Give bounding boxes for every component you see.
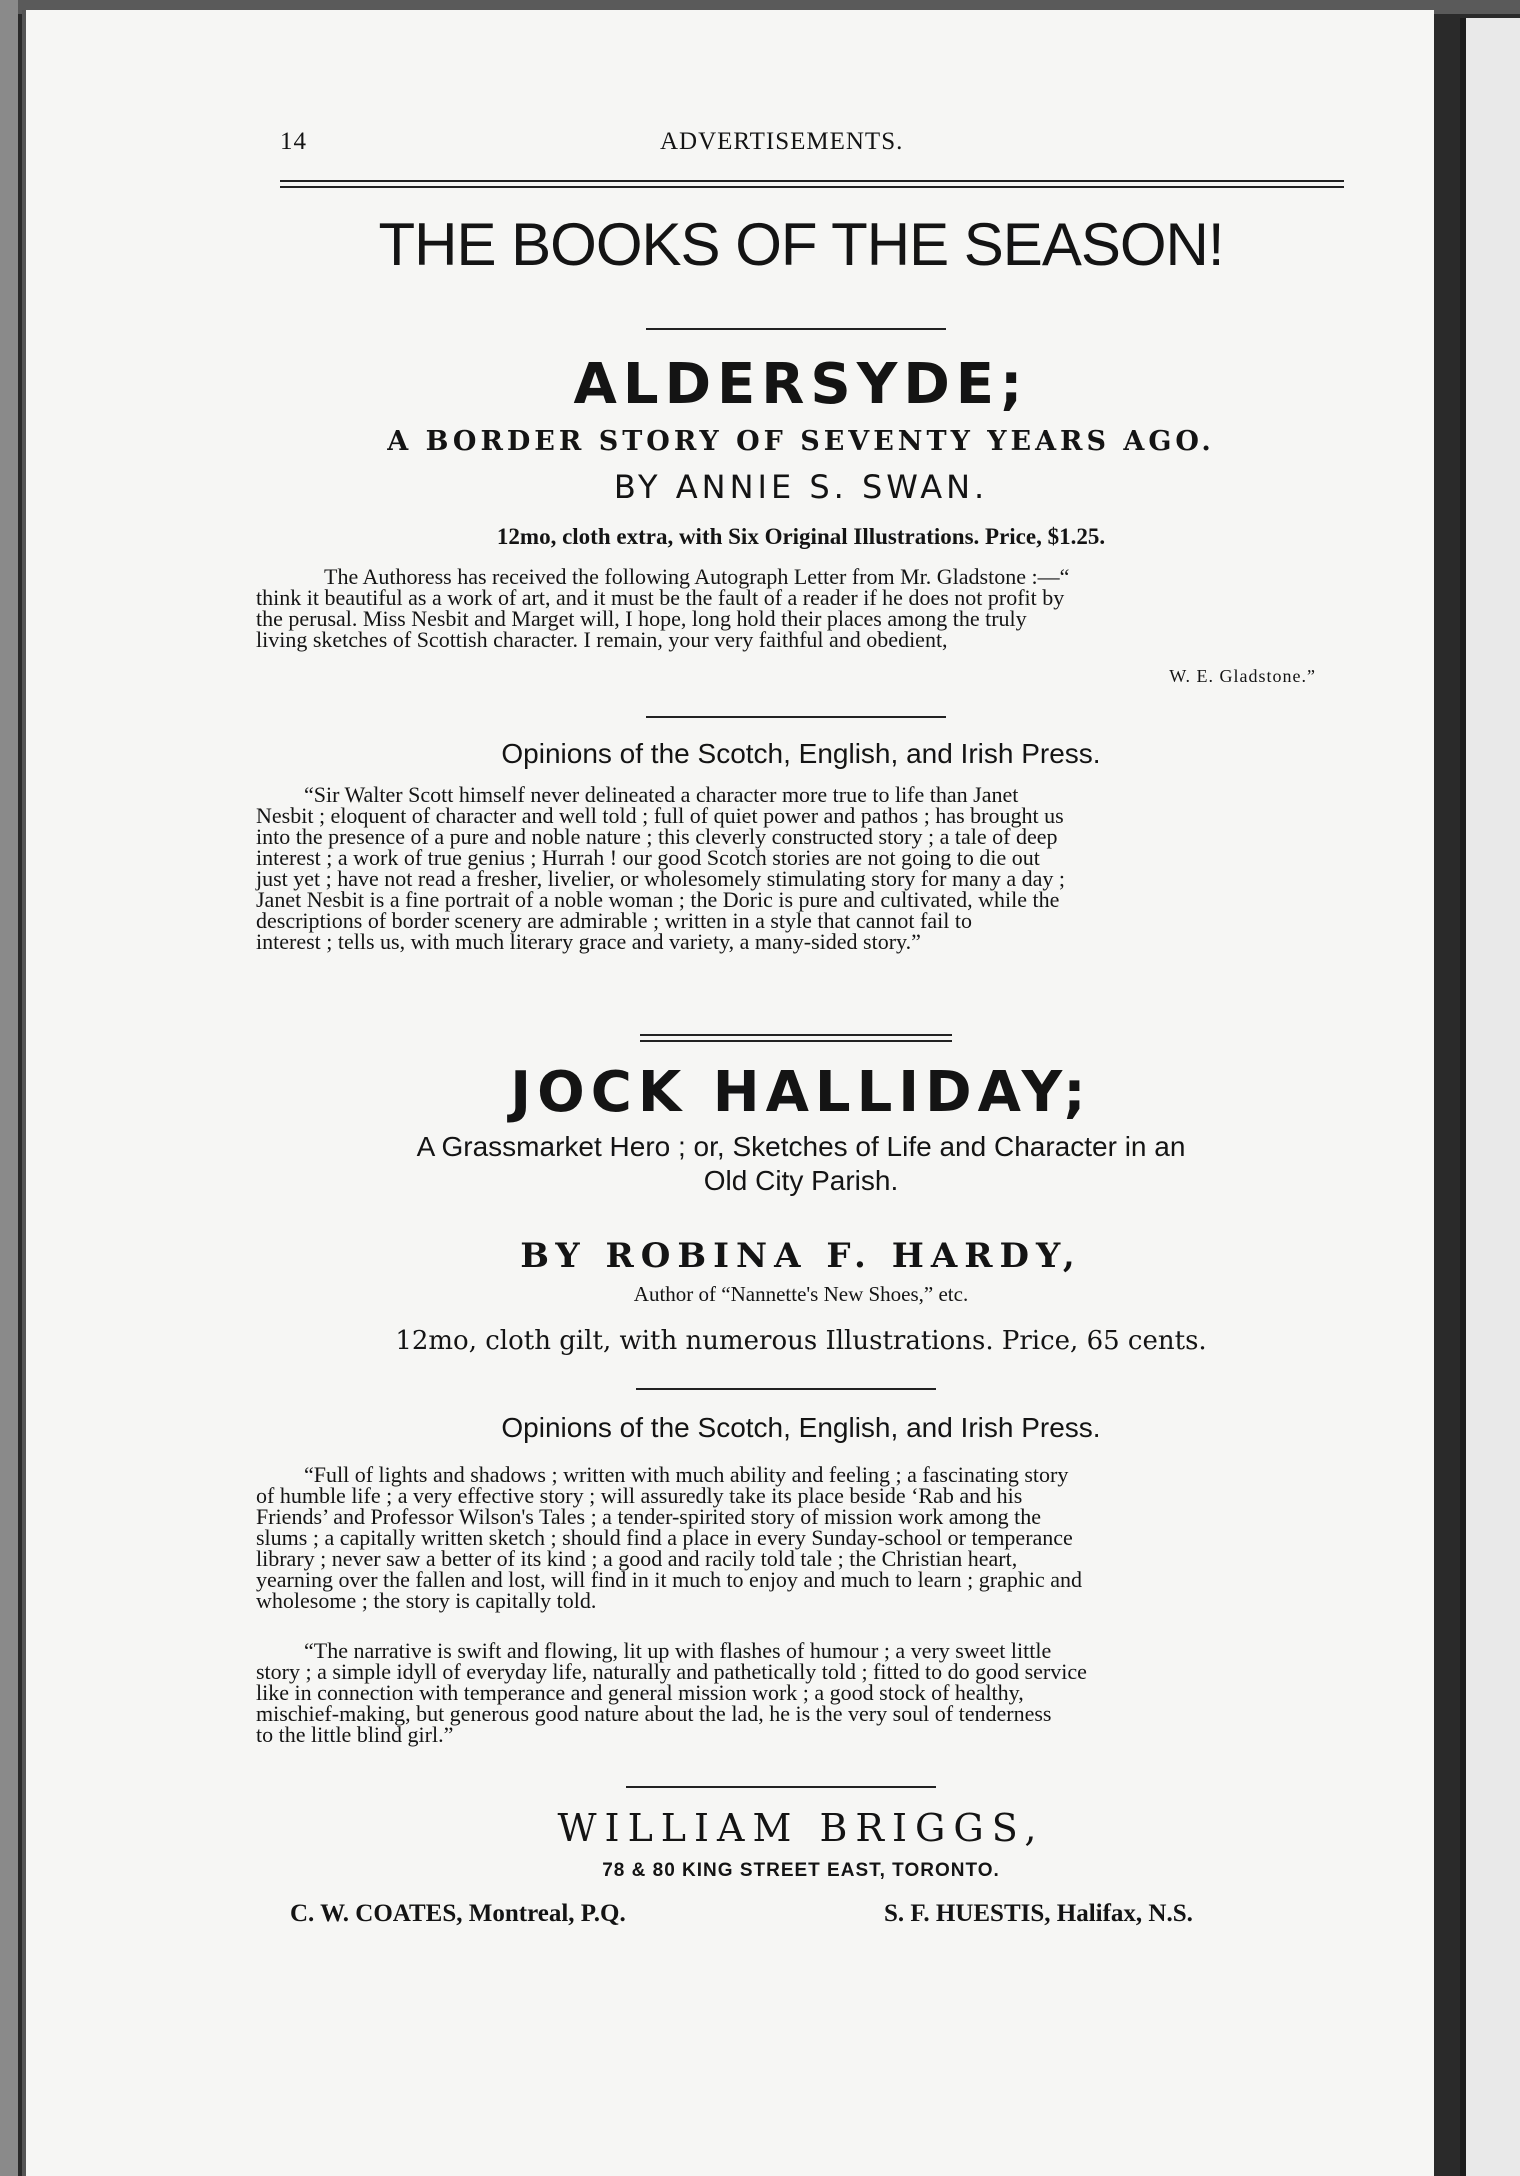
publisher-address: 78 & 80 KING STREET EAST, TORONTO.: [602, 1860, 1000, 1881]
letter-line: The Authoress has received the following Autograph Letter from Mr. Gladstone :—“: [324, 564, 1070, 589]
press-line: like in connection with temperance and general mission work ; a good stock of healthy,: [256, 1680, 1024, 1705]
book2-subtitle: [256, 1130, 1346, 1198]
press-line: descriptions of border scenery are admirable ; written in a style that cannot fail to: [256, 908, 972, 933]
letter-line: living sketches of Scottish character. I remain, your very faithful and obedient,: [256, 627, 948, 652]
section-double-rule: [640, 1034, 952, 1042]
press-line: library ; never saw a better of its kind ; a good and racily told tale ; the Christian heart,: [256, 1546, 1018, 1571]
publisher-name: WILLIAM BRIGGS,: [557, 1806, 1045, 1850]
book2-subtitle-line: A Grassmarket Hero ; or, Sketches of Life and Character in an: [416, 1131, 1186, 1162]
press-line: “The narrative is swift and flowing, lit up with flashes of humour ; a very sweet little: [304, 1638, 1052, 1663]
press-line: into the presence of a pure and noble nature ; this cleverly constructed story ; a tale of deep: [256, 824, 1058, 849]
letter-line: think it beautiful as a work of art, and it must be the fault of a reader if he does not profit by: [256, 585, 1065, 610]
book1-press-quote: [256, 784, 1346, 952]
press-line: just yet ; have not read a fresher, livelier, or wholesomely stimulating story for many a day ;: [256, 866, 1065, 891]
publisher-divider: [626, 1786, 936, 1788]
book2-press-quote-1: [256, 1464, 1346, 1611]
press-line: of humble life ; a very effective story ; will assuredly take its place beside ‘Rab and his: [256, 1483, 1023, 1508]
book2-title: JOCK HALLIDAY;: [510, 1060, 1092, 1125]
press-line: wholesome ; the story is capitally told.: [256, 1588, 597, 1613]
press-line: interest ; tells us, with much literary grace and variety, a many-sided story.”: [256, 929, 921, 954]
press-line: interest ; a work of true genius ; Hurrah ! our good Scotch stories are not going to die out: [256, 845, 1040, 870]
letter-signature: W. E. Gladstone.”: [1169, 666, 1316, 686]
press-line: yearning over the fallen and lost, will find in it much to enjoy and much to learn ; graphic and: [256, 1567, 1082, 1592]
press-line: story ; a simple idyll of everyday life, naturally and pathetically told ; fitted to do good service: [256, 1659, 1087, 1684]
press-line: Janet Nesbit is a fine portrait of a noble woman ; the Doric is pure and cultivated, while the: [256, 887, 1060, 912]
book2-details: 12mo, cloth gilt, with numerous Illustrations. Price, 65 cents.: [395, 1326, 1207, 1356]
book2-author-note: Author of “Nannette's New Shoes,” etc.: [633, 1282, 969, 1306]
book2-divider: [636, 1388, 936, 1390]
press-line: “Full of lights and shadows ; written with much ability and feeling ; a fascinating story: [304, 1462, 1069, 1487]
book2-subtitle-line: Old City Parish.: [703, 1165, 899, 1196]
main-title: THE BOOKS OF THE SEASON!: [378, 211, 1224, 278]
press-line: Friends’ and Professor Wilson's Tales ; a tender-spirited story of mission work among the: [256, 1504, 1042, 1529]
running-title: ADVERTISEMENTS.: [660, 128, 904, 155]
adjacent-page-edge: [1460, 18, 1520, 2176]
page-number: 14: [280, 128, 307, 155]
press-line: “Sir Walter Scott himself never delineated a character more true to life than Janet: [304, 782, 1019, 807]
press-line: mischief-making, but generous good nature about the lad, he is the very soul of tenderness: [256, 1701, 1052, 1726]
book1-press-heading: Opinions of the Scotch, English, and Irish Press.: [501, 738, 1101, 769]
scan-edge-left: [0, 0, 18, 2176]
book2-author: BY ROBINA F. HARDY,: [520, 1236, 1082, 1276]
book1-divider: [646, 716, 946, 718]
title-divider: [646, 328, 946, 330]
header-rule-2: [280, 186, 1344, 188]
header-rule: [280, 180, 1344, 182]
book1-title: ALDERSYDE;: [573, 352, 1029, 417]
page: [22, 10, 1434, 2176]
press-line: to the little blind girl.”: [256, 1722, 454, 1747]
agent-montreal: C. W. COATES, Montreal, P.Q.: [290, 1900, 626, 1927]
book1-subtitle: A BORDER STORY OF SEVENTY YEARS AGO.: [387, 426, 1215, 457]
book1-letter: [256, 566, 1346, 650]
book2-press-quote-2: [256, 1640, 1346, 1745]
agent-halifax: S. F. HUESTIS, Halifax, N.S.: [884, 1900, 1193, 1927]
letter-line: the perusal. Miss Nesbit and Marget will, I hope, long hold their places among the truly: [256, 606, 1027, 631]
book1-details: 12mo, cloth extra, with Six Original Illustrations. Price, $1.25.: [496, 524, 1106, 549]
press-line: Nesbit ; eloquent of character and well told ; full of quiet power and pathos ; has brought us: [256, 803, 1064, 828]
book1-author: BY ANNIE S. SWAN.: [613, 468, 989, 506]
press-line: slums ; a capitally written sketch ; should find a place in every Sunday-school or temperance: [256, 1525, 1073, 1550]
book2-press-heading: Opinions of the Scotch, English, and Irish Press.: [501, 1412, 1101, 1443]
